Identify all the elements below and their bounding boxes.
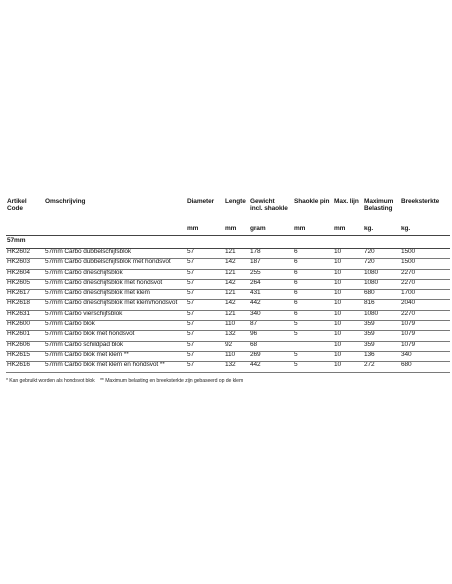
cell-description: 57mm Carbo drieschijfsblok met klem/hondsvot <box>44 300 186 310</box>
table-row <box>6 300 450 310</box>
header-breaking-strength: Breeksterkte <box>401 198 440 205</box>
cell-max-line: 10 <box>333 331 363 341</box>
cell-code: HK2606 <box>6 341 44 351</box>
unit-diameter: mm <box>186 226 224 236</box>
cell-code: HK2631 <box>6 310 44 320</box>
unit-shackle-pin: mm <box>293 226 333 236</box>
cell-max-load: 359 <box>363 341 400 351</box>
header-max-line: Max. lijn <box>334 198 359 205</box>
unit-weight: gram <box>249 226 293 236</box>
table-row <box>6 331 450 341</box>
cell-breaking-strength: 1079 <box>400 331 450 341</box>
cell-length: 110 <box>224 351 249 361</box>
table-row <box>6 341 450 351</box>
table-row <box>6 259 450 269</box>
cell-description: 57mm Carbo drieschijfsblok met hondsvot <box>44 279 186 289</box>
cell-diameter: 57 <box>186 269 224 279</box>
cell-description: 57mm Carbo dubbelschijfsblok met hondsvot <box>44 259 186 269</box>
unit-max-line: mm <box>333 226 363 236</box>
table-body <box>6 236 450 373</box>
cell-description: 57mm Carbo blok met klem ** <box>44 351 186 361</box>
cell-length: 132 <box>224 331 249 341</box>
cell-max-line: 10 <box>333 290 363 300</box>
cell-weight: 442 <box>249 300 293 310</box>
cell-max-line: 10 <box>333 362 363 372</box>
cell-diameter: 57 <box>186 310 224 320</box>
cell-max-line: 10 <box>333 279 363 289</box>
footnote-1: * Kan gebruikt worden als hondsvot blok <box>6 377 95 384</box>
cell-max-load: 1080 <box>363 269 400 279</box>
cell-weight: 269 <box>249 351 293 361</box>
table-row <box>6 310 450 320</box>
cell-shackle-pin: 6 <box>293 269 333 279</box>
cell-breaking-strength: 2270 <box>400 310 450 320</box>
cell-max-load: 720 <box>363 249 400 259</box>
header-length: Lengte <box>225 198 246 205</box>
unit-description <box>44 226 186 236</box>
unit-code <box>6 226 44 236</box>
cell-length: 142 <box>224 259 249 269</box>
footnote-2: ** Maximum belasting en breeksterkte zijn gebaseerd op de klem <box>100 377 244 384</box>
cell-breaking-strength: 1500 <box>400 259 450 269</box>
cell-breaking-strength: 1700 <box>400 290 450 300</box>
cell-length: 132 <box>224 362 249 372</box>
cell-max-line: 10 <box>333 341 363 351</box>
cell-diameter: 57 <box>186 249 224 259</box>
cell-shackle-pin: 5 <box>293 362 333 372</box>
cell-shackle-pin: 6 <box>293 310 333 320</box>
cell-diameter: 57 <box>186 331 224 341</box>
header-max-load: Maximum Belasting <box>364 198 394 212</box>
cell-max-line: 10 <box>333 321 363 331</box>
cell-code: HK2604 <box>6 269 44 279</box>
cell-max-line: 10 <box>333 310 363 320</box>
cell-max-line: 10 <box>333 269 363 279</box>
cell-max-line: 10 <box>333 351 363 361</box>
cell-weight: 187 <box>249 259 293 269</box>
cell-max-load: 136 <box>363 351 400 361</box>
cell-diameter: 57 <box>186 321 224 331</box>
cell-weight: 96 <box>249 331 293 341</box>
cell-breaking-strength: 1500 <box>400 249 450 259</box>
cell-breaking-strength: 2270 <box>400 269 450 279</box>
cell-length: 142 <box>224 300 249 310</box>
cell-diameter: 57 <box>186 362 224 372</box>
cell-max-load: 720 <box>363 259 400 269</box>
cell-diameter: 57 <box>186 290 224 300</box>
header-diameter: Diameter <box>187 198 215 205</box>
cell-code: HK2600 <box>6 321 44 331</box>
table-row <box>6 290 450 300</box>
cell-max-load: 359 <box>363 331 400 341</box>
cell-shackle-pin: 5 <box>293 331 333 341</box>
table-row <box>6 362 450 372</box>
footnote <box>6 378 450 384</box>
cell-max-line: 10 <box>333 249 363 259</box>
cell-length: 92 <box>224 341 249 351</box>
cell-diameter: 57 <box>186 300 224 310</box>
cell-shackle-pin: 5 <box>293 351 333 361</box>
cell-shackle-pin: 6 <box>293 259 333 269</box>
cell-weight: 68 <box>249 341 293 351</box>
table-row <box>6 269 450 279</box>
cell-breaking-strength: 340 <box>400 351 450 361</box>
cell-description: 57mm Carbo dubbelschijfsblok <box>44 249 186 259</box>
cell-max-load: 1080 <box>363 279 400 289</box>
cell-description: 57mm Carbo schildpad blok <box>44 341 186 351</box>
table-row <box>6 249 450 259</box>
cell-description: 57mm Carbo drieschijfsblok met klem <box>44 290 186 300</box>
cell-weight: 431 <box>249 290 293 300</box>
cell-shackle-pin <box>293 341 333 351</box>
cell-breaking-strength: 1079 <box>400 341 450 351</box>
unit-max-load: kg. <box>363 226 400 236</box>
cell-length: 121 <box>224 310 249 320</box>
cell-code: HK2615 <box>6 351 44 361</box>
cell-diameter: 57 <box>186 341 224 351</box>
cell-max-load: 359 <box>363 321 400 331</box>
cell-shackle-pin: 6 <box>293 279 333 289</box>
cell-description: 57mm Carbo vierschijfsblok <box>44 310 186 320</box>
cell-max-load: 816 <box>363 300 400 310</box>
cell-breaking-strength: 2270 <box>400 279 450 289</box>
cell-diameter: 57 <box>186 259 224 269</box>
table-row <box>6 351 450 361</box>
cell-length: 121 <box>224 269 249 279</box>
group-label: 57mm <box>6 236 450 249</box>
cell-weight: 87 <box>249 321 293 331</box>
header-description: Omschrijving <box>45 198 86 205</box>
unit-breaking-strength: kg. <box>400 226 450 236</box>
cell-weight: 340 <box>249 310 293 320</box>
product-table <box>6 198 450 373</box>
cell-code: HK2603 <box>6 259 44 269</box>
unit-length: mm <box>224 226 249 236</box>
table-row <box>6 279 450 289</box>
cell-description: 57mm Carbo blok met klem en hondsvot ** <box>44 362 186 372</box>
cell-max-load: 1080 <box>363 310 400 320</box>
cell-description: 57mm Carbo blok <box>44 321 186 331</box>
cell-weight: 264 <box>249 279 293 289</box>
cell-breaking-strength: 1079 <box>400 321 450 331</box>
cell-code: HK2617 <box>6 290 44 300</box>
cell-length: 121 <box>224 290 249 300</box>
cell-weight: 442 <box>249 362 293 372</box>
cell-length: 142 <box>224 279 249 289</box>
cell-weight: 178 <box>249 249 293 259</box>
spec-sheet <box>6 198 450 384</box>
cell-max-load: 680 <box>363 290 400 300</box>
cell-description: 57mm Carbo blok met hondsvot <box>44 331 186 341</box>
cell-length: 121 <box>224 249 249 259</box>
unit-row <box>6 226 450 236</box>
cell-code: HK2602 <box>6 249 44 259</box>
cell-code: HK2601 <box>6 331 44 341</box>
cell-diameter: 57 <box>186 351 224 361</box>
header-weight: Gewicht incl. shaokle <box>250 198 288 212</box>
cell-description: 57mm Carbo drieschijfsblok <box>44 269 186 279</box>
cell-shackle-pin: 5 <box>293 321 333 331</box>
cell-weight: 255 <box>249 269 293 279</box>
header-code: Artikel Code <box>7 198 27 212</box>
cell-max-load: 272 <box>363 362 400 372</box>
header-row <box>6 198 450 226</box>
cell-max-line: 10 <box>333 259 363 269</box>
header-shackle-pin: Shaokle pin <box>294 198 330 205</box>
cell-code: HK2616 <box>6 362 44 372</box>
cell-code: HK2618 <box>6 300 44 310</box>
cell-code: HK2605 <box>6 279 44 289</box>
cell-shackle-pin: 6 <box>293 290 333 300</box>
cell-shackle-pin: 6 <box>293 300 333 310</box>
cell-diameter: 57 <box>186 279 224 289</box>
cell-breaking-strength: 2040 <box>400 300 450 310</box>
group-row <box>6 236 450 249</box>
cell-max-line: 10 <box>333 300 363 310</box>
cell-shackle-pin: 6 <box>293 249 333 259</box>
table-row <box>6 321 450 331</box>
cell-length: 110 <box>224 321 249 331</box>
cell-breaking-strength: 680 <box>400 362 450 372</box>
